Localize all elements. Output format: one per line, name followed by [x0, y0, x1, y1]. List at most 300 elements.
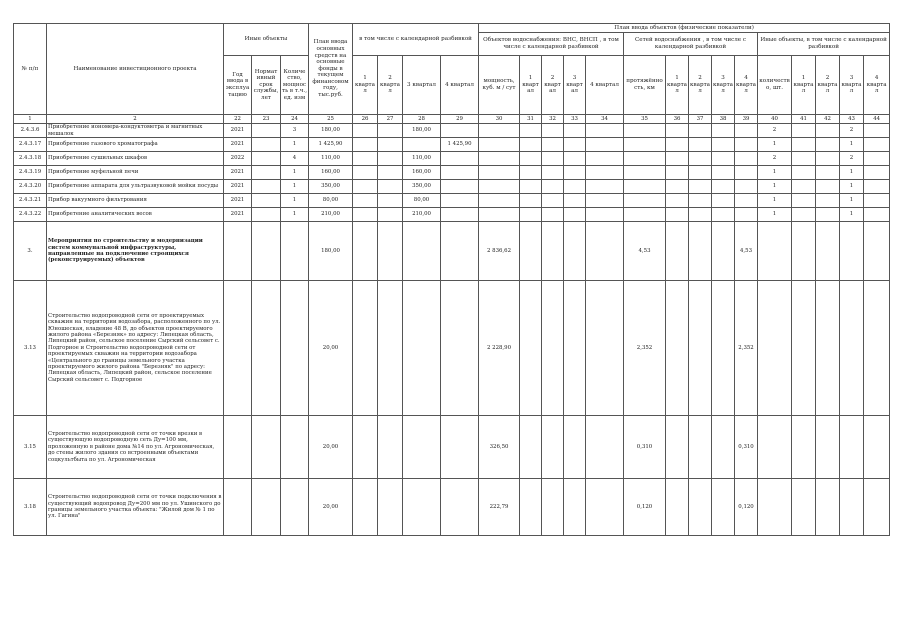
cell-count: 1 — [758, 194, 792, 208]
cell-oq1 — [792, 208, 816, 222]
header-no: № п/п — [14, 24, 47, 115]
cell-count: 1 — [758, 166, 792, 180]
cell-oq1 — [792, 166, 816, 180]
cell-oq4 — [864, 208, 890, 222]
cell-wq2 — [542, 281, 564, 416]
table-row — [14, 281, 890, 416]
cell-nq1 — [666, 138, 689, 152]
cell-q2 — [378, 416, 403, 479]
cell-q3: 210,00 — [403, 208, 441, 222]
cell-nq2 — [689, 194, 712, 208]
cell-count — [758, 222, 792, 281]
cell-plan: 210,00 — [309, 208, 353, 222]
cell-plan: 110,00 — [309, 152, 353, 166]
cell-q3: 110,00 — [403, 152, 441, 166]
cell-wq1 — [520, 166, 542, 180]
column-number-cell: 43 — [840, 115, 864, 124]
cell-length — [624, 152, 666, 166]
cell-no: 2.4.3.19 — [14, 166, 47, 180]
cell-power — [479, 166, 520, 180]
column-number-cell: 41 — [792, 115, 816, 124]
column-number-cell: 25 — [309, 115, 353, 124]
header-q2: 2 квартал — [378, 56, 403, 115]
cell-year: 2021 — [224, 124, 252, 138]
cell-wq4 — [586, 124, 624, 138]
cell-year: 2021 — [224, 180, 252, 194]
header-oq3: 3 квартал — [840, 56, 864, 115]
cell-year: 2021 — [224, 208, 252, 222]
cell-wq4 — [586, 166, 624, 180]
header-wq3: 3 квартал — [564, 56, 586, 115]
cell-wq2 — [542, 180, 564, 194]
cell-q1 — [353, 194, 378, 208]
cell-length — [624, 194, 666, 208]
cell-oq3: 1 — [840, 166, 864, 180]
cell-wq1 — [520, 138, 542, 152]
cell-oq4 — [864, 124, 890, 138]
cell-oq3: 1 — [840, 194, 864, 208]
cell-qty: 1 — [281, 166, 309, 180]
cell-life — [252, 152, 281, 166]
cell-wq2 — [542, 166, 564, 180]
column-number-cell: 44 — [864, 115, 890, 124]
cell-name: Приобретение сушильных шкафов — [47, 152, 224, 166]
header-q1: 1 квартал — [353, 56, 378, 115]
cell-wq3 — [564, 180, 586, 194]
cell-q4 — [441, 222, 479, 281]
cell-power — [479, 180, 520, 194]
cell-wq2 — [542, 138, 564, 152]
column-number-cell: 22 — [224, 115, 252, 124]
cell-q3: 80,00 — [403, 194, 441, 208]
cell-life — [252, 166, 281, 180]
cell-nq1 — [666, 416, 689, 479]
cell-q2 — [378, 124, 403, 138]
cell-wq3 — [564, 416, 586, 479]
cell-nq2 — [689, 152, 712, 166]
cell-no: 2.4.3.6 — [14, 124, 47, 138]
cell-life — [252, 194, 281, 208]
cell-nq3 — [712, 194, 735, 208]
cell-nq4: 4,53 — [735, 222, 758, 281]
table-row — [14, 152, 890, 166]
cell-power: 222,79 — [479, 479, 520, 536]
column-number-cell: 2 — [47, 115, 224, 124]
cell-oq4 — [864, 281, 890, 416]
cell-q4 — [441, 416, 479, 479]
cell-length: 0,120 — [624, 479, 666, 536]
header-name: Наименование инвестиционного проекта — [47, 24, 224, 115]
header-oq1: 1 квартал — [792, 56, 816, 115]
cell-q3 — [403, 416, 441, 479]
cell-wq4 — [586, 222, 624, 281]
cell-life — [252, 222, 281, 281]
section-row — [14, 222, 890, 281]
cell-nq4: 2,352 — [735, 281, 758, 416]
cell-plan: 1 425,90 — [309, 138, 353, 152]
column-number-cell: 37 — [689, 115, 712, 124]
header-plan-objects: План ввода объектов (физические показатели) — [479, 24, 890, 33]
cell-length — [624, 124, 666, 138]
cell-wq1 — [520, 222, 542, 281]
cell-nq1 — [666, 180, 689, 194]
column-number-cell: 32 — [542, 115, 564, 124]
cell-q3: 160,00 — [403, 166, 441, 180]
cell-nq2 — [689, 180, 712, 194]
cell-name: Приобретение иономера-кондуктометра и магнитных мешалок — [47, 124, 224, 138]
column-number-cell: 38 — [712, 115, 735, 124]
column-number-cell: 39 — [735, 115, 758, 124]
cell-name: Приобретение аппарата для ультразвуковой мойки посуды — [47, 180, 224, 194]
cell-wq4 — [586, 479, 624, 536]
cell-q1 — [353, 281, 378, 416]
column-number-cell: 42 — [816, 115, 840, 124]
cell-oq4 — [864, 479, 890, 536]
cell-oq4 — [864, 194, 890, 208]
cell-q2 — [378, 138, 403, 152]
cell-nq1 — [666, 281, 689, 416]
table-row — [14, 208, 890, 222]
table-row — [14, 166, 890, 180]
cell-name: Строительство водопроводной сети от проектируемых скважин на территории водозабора, расположенного по ул. Юношеская, владение 48 В, до объектов проектируемого жилого района «Березняк» по адресу: Липецкая область, Липецкий район, сельское поселение Сырский сельсовет с. Подгорное и Строительство водопроводной сети от проектируемых скважин на территории водозабора «Центрального до границы земельного участка проектируемого жилого района "Березняк" по адресу: Липецкая область, Липецкий район, сельское поселение Сырский сельсовет с. Подгорное — [47, 281, 224, 416]
cell-qty — [281, 222, 309, 281]
cell-nq2 — [689, 222, 712, 281]
cell-wq4 — [586, 208, 624, 222]
cell-oq2 — [816, 479, 840, 536]
column-number-cell: 31 — [520, 115, 542, 124]
cell-wq4 — [586, 194, 624, 208]
cell-oq3: 2 — [840, 124, 864, 138]
cell-nq3 — [712, 416, 735, 479]
cell-qty — [281, 281, 309, 416]
table-row — [14, 180, 890, 194]
cell-no: 3.15 — [14, 416, 47, 479]
cell-count: 1 — [758, 208, 792, 222]
column-number-cell: 30 — [479, 115, 520, 124]
cell-oq2 — [816, 416, 840, 479]
cell-q4 — [441, 479, 479, 536]
cell-nq2 — [689, 281, 712, 416]
cell-wq1 — [520, 124, 542, 138]
cell-wq3 — [564, 152, 586, 166]
cell-q2 — [378, 479, 403, 536]
cell-nq3 — [712, 222, 735, 281]
cell-nq1 — [666, 208, 689, 222]
table-row — [14, 416, 890, 479]
cell-plan: 180,00 — [309, 222, 353, 281]
cell-no: 3.13 — [14, 281, 47, 416]
cell-life — [252, 479, 281, 536]
cell-count: 2 — [758, 124, 792, 138]
header-year: Год ввода в эксплуатацию — [224, 56, 252, 115]
cell-length — [624, 138, 666, 152]
cell-nq4 — [735, 180, 758, 194]
cell-count — [758, 281, 792, 416]
cell-name: Строительство водопроводной сети от точки подключения в существующий водопровод Ду=200 мм по ул. Ушинского до границы земельного участка объекта: "Жилой дом № 1 по ул. Гагина" — [47, 479, 224, 536]
cell-year: 2022 — [224, 152, 252, 166]
investment-table — [13, 23, 890, 536]
cell-wq4 — [586, 138, 624, 152]
header-nq4: 4 квартал — [735, 56, 758, 115]
cell-no: 2.4.3.17 — [14, 138, 47, 152]
cell-q2 — [378, 194, 403, 208]
cell-oq2 — [816, 166, 840, 180]
cell-wq4 — [586, 416, 624, 479]
cell-qty: 1 — [281, 180, 309, 194]
column-number-cell: 33 — [564, 115, 586, 124]
cell-power — [479, 152, 520, 166]
cell-wq1 — [520, 281, 542, 416]
cell-year: 2021 — [224, 166, 252, 180]
cell-nq4 — [735, 166, 758, 180]
cell-oq3: 1 — [840, 180, 864, 194]
cell-nq2 — [689, 208, 712, 222]
cell-plan: 180,00 — [309, 124, 353, 138]
table-row — [14, 479, 890, 536]
cell-oq1 — [792, 124, 816, 138]
cell-oq1 — [792, 194, 816, 208]
column-number-cell: 23 — [252, 115, 281, 124]
cell-length — [624, 208, 666, 222]
cell-wq3 — [564, 194, 586, 208]
cell-count: 1 — [758, 180, 792, 194]
header-length: протяжённость, км — [624, 56, 666, 115]
cell-nq2 — [689, 124, 712, 138]
cell-nq1 — [666, 194, 689, 208]
cell-qty — [281, 416, 309, 479]
cell-life — [252, 138, 281, 152]
cell-count: 2 — [758, 152, 792, 166]
cell-oq3 — [840, 222, 864, 281]
cell-wq3 — [564, 124, 586, 138]
cell-wq3 — [564, 479, 586, 536]
header-nq2: 2 квартал — [689, 56, 712, 115]
cell-q1 — [353, 166, 378, 180]
cell-oq3 — [840, 416, 864, 479]
cell-length: 2,352 — [624, 281, 666, 416]
cell-q2 — [378, 166, 403, 180]
cell-year: 2021 — [224, 194, 252, 208]
cell-plan: 350,00 — [309, 180, 353, 194]
cell-oq3: 1 — [840, 208, 864, 222]
cell-oq1 — [792, 152, 816, 166]
column-number-cell: 29 — [441, 115, 479, 124]
cell-name: Приобретение аналитических весов — [47, 208, 224, 222]
cell-oq2 — [816, 124, 840, 138]
cell-oq4 — [864, 166, 890, 180]
cell-oq2 — [816, 222, 840, 281]
cell-qty: 1 — [281, 208, 309, 222]
cell-nq1 — [666, 479, 689, 536]
cell-nq2 — [689, 166, 712, 180]
cell-plan: 20,00 — [309, 479, 353, 536]
cell-nq3 — [712, 180, 735, 194]
cell-wq1 — [520, 194, 542, 208]
cell-q1 — [353, 479, 378, 536]
cell-nq3 — [712, 166, 735, 180]
cell-q4 — [441, 152, 479, 166]
cell-oq2 — [816, 194, 840, 208]
cell-wq2 — [542, 479, 564, 536]
cell-oq1 — [792, 222, 816, 281]
cell-q3 — [403, 479, 441, 536]
cell-oq1 — [792, 281, 816, 416]
cell-name: Строительство водопроводной сети от точки врезки в существующую водопроводную сеть Ду=100 мм, проложенную в районе дома №14 по ул. Агрономическая, до стены жилого здания со встроенными объектами соцкультбыта по ул. Агрономическая — [47, 416, 224, 479]
header-networks: Сетей водоснабжения , в том числе с календарной разбивкой — [624, 33, 758, 56]
cell-life — [252, 416, 281, 479]
cell-life — [252, 208, 281, 222]
cell-oq1 — [792, 138, 816, 152]
cell-wq4 — [586, 281, 624, 416]
header-wq2: 2 квартал — [542, 56, 564, 115]
cell-count: 1 — [758, 138, 792, 152]
cell-oq3: 1 — [840, 138, 864, 152]
column-number-cell: 36 — [666, 115, 689, 124]
header-row-1 — [14, 24, 890, 33]
cell-q4 — [441, 180, 479, 194]
cell-nq4 — [735, 138, 758, 152]
cell-year — [224, 281, 252, 416]
cell-oq2 — [816, 208, 840, 222]
cell-wq2 — [542, 194, 564, 208]
cell-oq3: 2 — [840, 152, 864, 166]
cell-power — [479, 124, 520, 138]
cell-year: 2021 — [224, 138, 252, 152]
cell-oq1 — [792, 416, 816, 479]
cell-power — [479, 138, 520, 152]
cell-length — [624, 166, 666, 180]
cell-oq3 — [840, 281, 864, 416]
column-number-cell: 24 — [281, 115, 309, 124]
column-number-cell: 34 — [586, 115, 624, 124]
cell-length: 0,310 — [624, 416, 666, 479]
cell-wq1 — [520, 208, 542, 222]
cell-no: 2.4.3.20 — [14, 180, 47, 194]
cell-no: 2.4.3.18 — [14, 152, 47, 166]
column-number-cell: 35 — [624, 115, 666, 124]
cell-nq4 — [735, 208, 758, 222]
cell-wq1 — [520, 416, 542, 479]
cell-q4 — [441, 208, 479, 222]
cell-q4 — [441, 124, 479, 138]
cell-q3: 180,00 — [403, 124, 441, 138]
cell-q3 — [403, 222, 441, 281]
cell-q3: 350,00 — [403, 180, 441, 194]
cell-q1 — [353, 208, 378, 222]
cell-q4 — [441, 281, 479, 416]
cell-oq2 — [816, 152, 840, 166]
header-wq1: 1 квартал — [520, 56, 542, 115]
cell-nq1 — [666, 166, 689, 180]
header-count: количество, шт. — [758, 56, 792, 115]
cell-year — [224, 222, 252, 281]
cell-nq1 — [666, 152, 689, 166]
cell-life — [252, 180, 281, 194]
cell-count — [758, 479, 792, 536]
cell-wq4 — [586, 180, 624, 194]
cell-qty: 1 — [281, 138, 309, 152]
cell-q1 — [353, 416, 378, 479]
cell-nq3 — [712, 208, 735, 222]
table-row — [14, 124, 890, 138]
cell-wq3 — [564, 222, 586, 281]
cell-length — [624, 180, 666, 194]
cell-q3 — [403, 281, 441, 416]
cell-wq2 — [542, 222, 564, 281]
cell-nq4: 0,120 — [735, 479, 758, 536]
cell-oq2 — [816, 180, 840, 194]
cell-power — [479, 208, 520, 222]
cell-q4 — [441, 194, 479, 208]
column-number-cell: 28 — [403, 115, 441, 124]
cell-qty — [281, 479, 309, 536]
cell-q1 — [353, 124, 378, 138]
cell-power: 326,50 — [479, 416, 520, 479]
column-number-cell: 40 — [758, 115, 792, 124]
column-number-cell: 26 — [353, 115, 378, 124]
cell-nq2 — [689, 479, 712, 536]
column-number-cell: 27 — [378, 115, 403, 124]
cell-q2 — [378, 281, 403, 416]
cell-oq2 — [816, 281, 840, 416]
cell-oq4 — [864, 180, 890, 194]
header-incl-quarters: в том числе с календарной разбивкой — [353, 24, 479, 56]
cell-qty: 1 — [281, 194, 309, 208]
column-numbers-row — [14, 115, 890, 124]
cell-q4 — [441, 166, 479, 180]
cell-qty: 4 — [281, 152, 309, 166]
cell-nq1 — [666, 124, 689, 138]
cell-qty: 3 — [281, 124, 309, 138]
cell-nq3 — [712, 138, 735, 152]
cell-name: Приобретение газового хроматографа — [47, 138, 224, 152]
header-water-objects: Объектов водоснабжения: ВНС, ВНСП , в том числе с календарной разбивкой — [479, 33, 624, 56]
cell-oq4 — [864, 222, 890, 281]
cell-q1 — [353, 180, 378, 194]
header-q4: 4 квартал — [441, 56, 479, 115]
cell-q2 — [378, 222, 403, 281]
cell-plan: 20,00 — [309, 281, 353, 416]
cell-nq3 — [712, 152, 735, 166]
column-number-cell: 1 — [14, 115, 47, 124]
cell-wq2 — [542, 124, 564, 138]
cell-length: 4,53 — [624, 222, 666, 281]
cell-nq4 — [735, 194, 758, 208]
cell-wq2 — [542, 416, 564, 479]
cell-name: Прибор вакуумного фильтрования — [47, 194, 224, 208]
cell-nq4: 0,310 — [735, 416, 758, 479]
cell-nq3 — [712, 281, 735, 416]
cell-q3 — [403, 138, 441, 152]
header-wq4: 4 квартал — [586, 56, 624, 115]
header-oq2: 2 квартал — [816, 56, 840, 115]
cell-plan: 80,00 — [309, 194, 353, 208]
cell-plan: 20,00 — [309, 416, 353, 479]
table-row — [14, 194, 890, 208]
header-normative-life: Нормативный срок службы, лет — [252, 56, 281, 115]
header-other-incl: Иные объекты, в том числе с календарной разбивкой — [758, 33, 890, 56]
header-quantity: Количество, мощность в т.ч., ед. изм — [281, 56, 309, 115]
header-plan-funds: План ввода основных средств на основные фонды в текущем финансовом году, тыс.руб. — [309, 24, 353, 115]
header-nq3: 3 квартал — [712, 56, 735, 115]
cell-wq2 — [542, 152, 564, 166]
cell-nq2 — [689, 416, 712, 479]
cell-no: 3. — [14, 222, 47, 281]
cell-oq4 — [864, 138, 890, 152]
cell-life — [252, 124, 281, 138]
cell-no: 2.4.3.22 — [14, 208, 47, 222]
cell-year — [224, 479, 252, 536]
